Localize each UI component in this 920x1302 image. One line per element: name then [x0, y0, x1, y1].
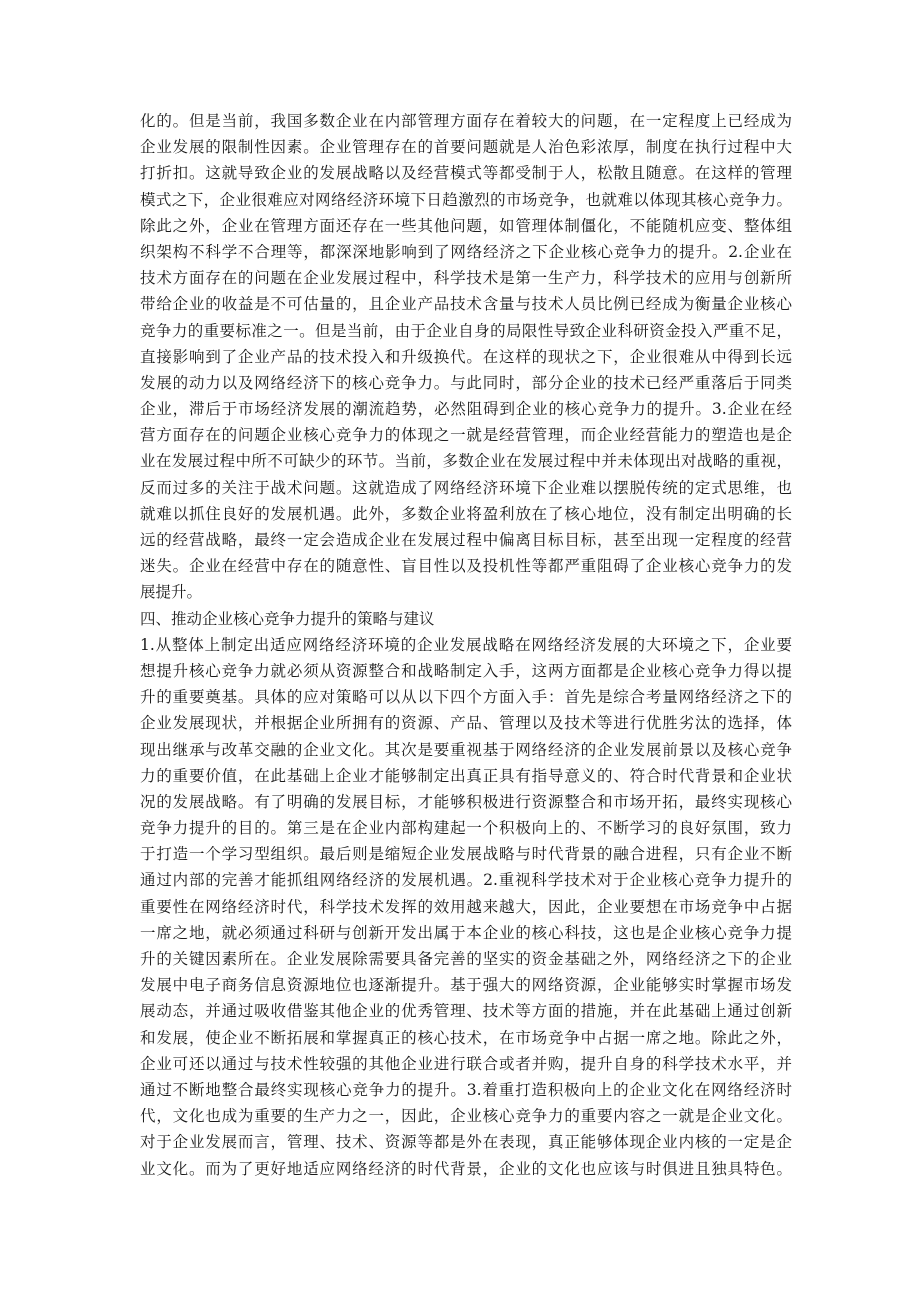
text-line: 企业，滞后于市场经济发展的潮流趋势，必然阻碍到企业的核心竞争力的提升。3.企业在经 — [140, 400, 792, 419]
text-line: 发展中电子商务信息资源地位也逐渐提升。基于强大的网络资源，企业能够实时掌握市场发 — [140, 976, 792, 995]
text-line: 竞争力的重要标准之一。但是当前，由于企业自身的局限性导致企业科研资金投入严重不足， — [140, 321, 792, 340]
text-line: 直接影响到了企业产品的技术投入和升级换代。在这样的现状之下，企业很难从中得到长远 — [140, 347, 792, 366]
document-page — [140, 108, 792, 1182]
text-line: 企业发展的限制性因素。企业管理存在的首要问题就是人治色彩浓厚，制度在执行过程中大 — [140, 138, 792, 157]
text-line: 重要性在网络经济时代，科学技术发挥的效用越来越大，因此，企业要想在市场竞争中占据 — [140, 897, 792, 916]
text-line: 就难以抓住良好的发展机遇。此外，多数企业将盈利放在了核心地位，没有制定出明确的长 — [140, 504, 792, 523]
text-line: 业在发展过程中所不可缺少的环节。当前，多数企业在发展过程中并未体现出对战略的重视， — [140, 452, 792, 471]
text-line: 企业可还以通过与技术性较强的其他企业进行联合或者并购，提升自身的科学技术水平，并 — [140, 1054, 792, 1073]
text-line: 反而过多的关注于战术问题。这就造成了网络经济环境下企业难以摆脱传统的定式思维，也 — [140, 478, 792, 497]
text-line: 升的重要奠基。具体的应对策略可以从以下四个方面入手：首先是综合考量网络经济之下的 — [140, 688, 792, 707]
text-line: 化的。但是当前，我国多数企业在内部管理方面存在着较大的问题，在一定程度上已经成为 — [140, 112, 792, 130]
text-line: 展动态，并通过吸收借鉴其他企业的优秀管理、技术等方面的措施，并在此基础上通过创新 — [140, 1002, 792, 1021]
text-line: 模式之下，企业很难应对网络经济环境下日趋激烈的市场竞争，也就难以体现其核心竞争力。 — [140, 190, 792, 209]
text-line: 力的重要价值，在此基础上企业才能够制定出真正具有指导意义的、符合时代背景和企业状 — [140, 766, 792, 785]
text-line: 通过内部的完善才能抓组网络经济的发展机遇。2.重视科学技术对于企业核心竞争力提升的 — [140, 871, 792, 890]
text-line: 四、推动企业核心竞争力提升的策略与建议 — [140, 609, 435, 628]
text-line: 于打造一个学习型组织。最后则是缩短企业发展战略与时代背景的融合进程，只有企业不断 — [140, 845, 792, 864]
text-line: 通过不断地整合最终实现核心竞争力的提升。3.着重打造积极向上的企业文化在网络经济时 — [140, 1080, 792, 1099]
text-line: 现出继承与改革交融的企业文化。其次是要重视基于网络经济的企业发展前景以及核心竞争 — [140, 740, 792, 759]
text-line: 发展的动力以及网络经济下的核心竞争力。与此同时，部分企业的技术已经严重落后于同类 — [140, 373, 792, 392]
text-line: 代，文化也成为重要的生产力之一，因此，企业核心竞争力的重要内容之一就是企业文化。 — [140, 1107, 792, 1126]
text-line: 况的发展战略。有了明确的发展目标，才能够积极进行资源整合和市场开拓，最终实现核心 — [140, 792, 792, 811]
text-line: 技术方面存在的问题在企业发展过程中，科学技术是第一生产力，科学技术的应用与创新所 — [140, 269, 792, 288]
text-line: 企业发展现状，并根据企业所拥有的资源、产品、管理以及技术等进行优胜劣汰的选择，体 — [140, 714, 792, 733]
text-line: 迷失。企业在经营中存在的随意性、盲目性以及投机性等都严重阻碍了企业核心竞争力的发 — [140, 557, 792, 576]
text-line: 对于企业发展而言，管理、技术、资源等都是外在表现，真正能够体现企业内核的一定是企 — [140, 1133, 792, 1152]
text-line: 和发展，使企业不断拓展和掌握真正的核心技术，在市场竞争中占据一席之地。除此之外， — [140, 1028, 792, 1047]
text-line: 织架构不科学不合理等，都深深地影响到了网络经济之下企业核心竞争力的提升。2.企业在 — [140, 242, 792, 261]
text-line: 远的经营战略，最终一定会造成企业在发展过程中偏离目标目标，甚至出现一定程度的经营 — [140, 531, 792, 549]
text-line: 想提升核心竞争力就必须从资源整合和战略制定入手，这两方面都是企业核心竞争力得以提 — [140, 661, 792, 680]
text-line: 一席之地，就必须通过科研与创新开发出属于本企业的核心科技，这也是企业核心竞争力提 — [140, 923, 792, 942]
text-line: 带给企业的收益是不可估量的，且企业产品技术含量与技术人员比例已经成为衡量企业核心 — [140, 295, 792, 314]
text-line: 业文化。而为了更好地适应网络经济的时代背景，企业的文化也应该与时俱进且独具特色。 — [140, 1159, 792, 1178]
text-line: 营方面存在的问题企业核心竞争力的体现之一就是经营管理，而企业经营能力的塑造也是企 — [140, 426, 792, 445]
text-line: 展提升。 — [140, 583, 203, 602]
text-line: 1.从整体上制定出适应网络经济环境的企业发展战略在网络经济发展的大环境之下，企业要 — [140, 635, 792, 654]
text-line: 打折扣。这就导致企业的发展战略以及经营模式等都受制于人，松散且随意。在这样的管理 — [140, 164, 792, 183]
text-line: 除此之外，企业在管理方面还存在一些其他问题，如管理体制僵化，不能随机应变、整体组 — [140, 216, 792, 235]
text-line: 升的关键因素所在。企业发展除需要具备完善的坚实的资金基础之外，网络经济之下的企业 — [140, 950, 792, 968]
text-line: 竞争力提升的目的。第三是在企业内部构建起一个积极向上的、不断学习的良好氛围，致力 — [140, 819, 792, 838]
